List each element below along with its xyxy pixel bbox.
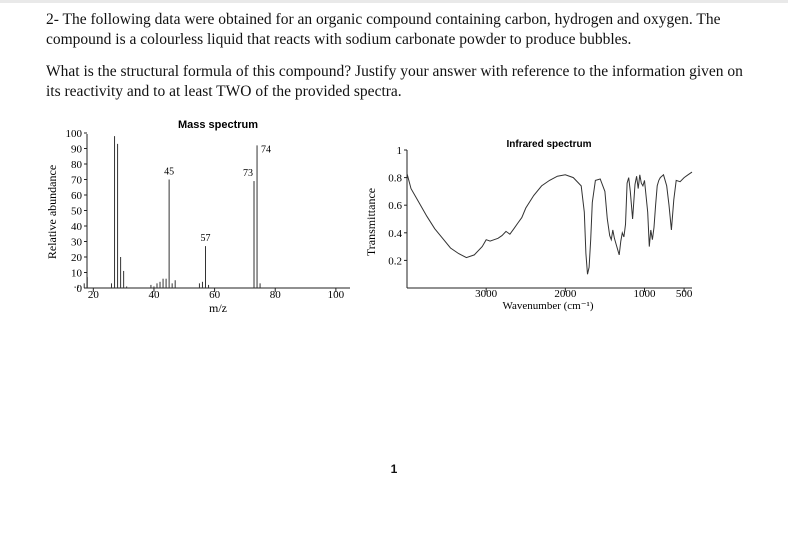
ms-y-tick-label: 10 bbox=[71, 267, 82, 280]
mass-spectrum-chart bbox=[45, 119, 350, 315]
ms-y-tick-label: 90 bbox=[71, 143, 82, 156]
ir-x-tick-label: 2000 bbox=[554, 288, 577, 300]
ms-y-tick-label: 0 bbox=[76, 283, 82, 295]
ms-x-tick-label: 60 bbox=[209, 289, 221, 301]
page-number: 1 bbox=[390, 462, 398, 476]
ir-y-tick-label: 0.2 bbox=[388, 255, 402, 268]
ir-y-tick-label: 0.6 bbox=[388, 200, 402, 213]
ir-x-axis-label: Wavenumber (cm⁻¹) bbox=[502, 300, 594, 312]
ms-y-tick-label: 60 bbox=[71, 190, 82, 202]
ms-y-tick-label: 50 bbox=[71, 205, 82, 218]
ms-x-tick-label: 80 bbox=[269, 289, 281, 301]
infrared-spectrum-chart bbox=[364, 139, 693, 312]
ir-title: Infrared spectrum bbox=[506, 139, 592, 150]
ir-y-tick-label: 0.4 bbox=[388, 227, 402, 240]
ms-y-tick-label: 30 bbox=[71, 236, 82, 249]
question-prompt: What is the structural formula of this compound? Justify your answer with reference to the information given on its reactivity and to at least TWO of the provided spectra. bbox=[46, 63, 743, 100]
ms-x-tick-label: 20 bbox=[87, 289, 99, 301]
ir-y-axis-label: Transmittance bbox=[364, 187, 378, 257]
ms-peak-label-74: 74 bbox=[261, 144, 272, 156]
ms-x-axis-label: m/z bbox=[209, 301, 227, 315]
ms-y-tick-label: 20 bbox=[71, 252, 82, 264]
ir-transmittance-line bbox=[407, 172, 692, 274]
ms-y-tick-label: 40 bbox=[71, 221, 82, 233]
ms-peak-label-45: 45 bbox=[164, 166, 175, 178]
ir-y-tick-label: 0.8 bbox=[388, 172, 402, 185]
ir-x-tick-label: 1000 bbox=[633, 288, 656, 300]
ms-y-tick-label: 80 bbox=[71, 159, 82, 171]
ir-y-tick-label: 1 bbox=[396, 145, 402, 157]
ms-y-tick-label: 70 bbox=[71, 174, 82, 187]
question-intro: 2- The following data were obtained for an organic compound containing carbon, hydrogen and oxygen. The compound is a colourless liquid that reacts with sodium carbonate powder to produce bubbles. bbox=[46, 11, 721, 48]
ms-x-tick-label: 100 bbox=[327, 289, 345, 301]
ms-y-axis-label: Relative abundance bbox=[45, 164, 59, 260]
ms-peak-label-57: 57 bbox=[200, 233, 211, 245]
ir-x-tick-label: 500 bbox=[675, 288, 693, 300]
ms-peak-label-73: 73 bbox=[243, 168, 254, 180]
ms-x-tick-label: 40 bbox=[148, 289, 160, 301]
ms-y-tick-label: 100 bbox=[65, 128, 82, 140]
ir-x-tick-label: 3000 bbox=[475, 288, 498, 300]
ms-title: Mass spectrum bbox=[177, 119, 259, 131]
